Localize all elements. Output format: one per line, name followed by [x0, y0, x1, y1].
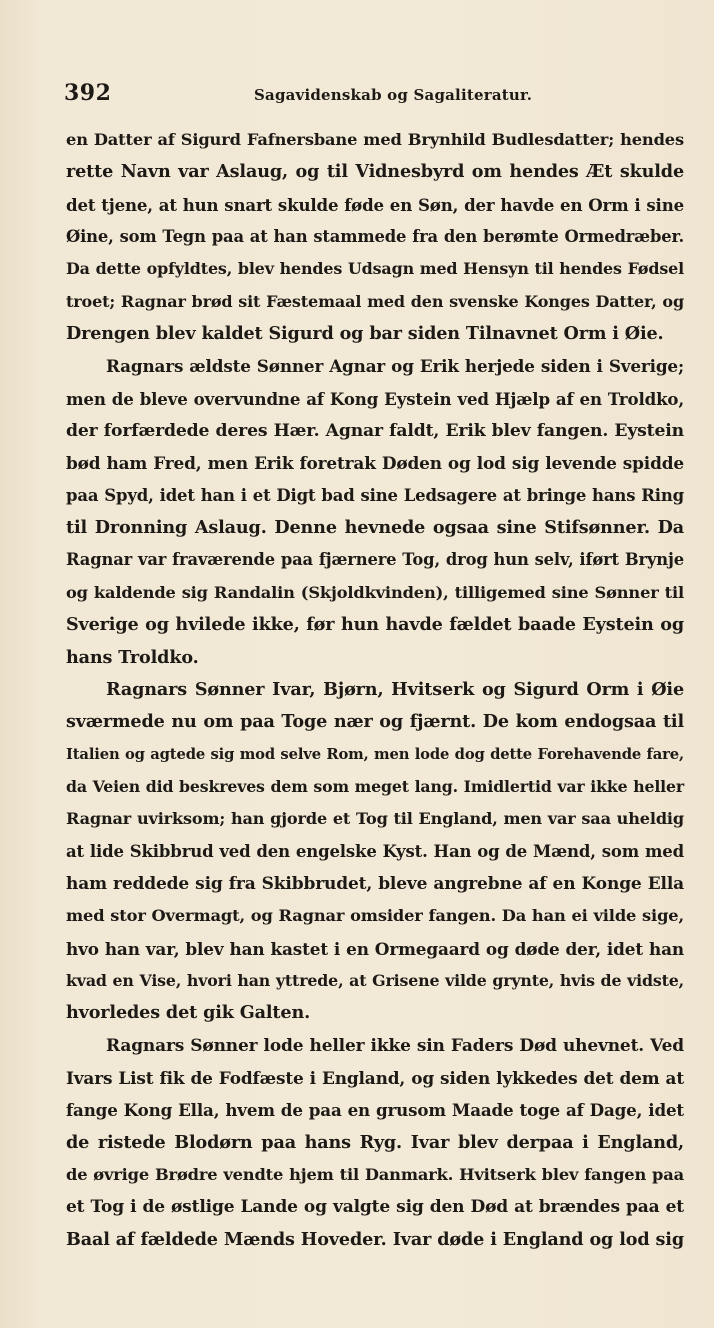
- text-line: sværmede nu om paa Toge nær og fjærnt. De kom endogsaa til: [66, 711, 684, 733]
- text-line: de ristede Blodørn paa hans Ryg. Ivar blev derpaa i England,: [66, 1131, 684, 1153]
- body-text: [66, 124, 684, 1256]
- text-line: Ragnar uvirksom; han gjorde et Tog til England, men var saa uheldig: [66, 809, 684, 829]
- text-line: Ragnar var fraværende paa fjærnere Tog, drog hun selv, iført Brynje: [66, 550, 684, 570]
- text-line: at lide Skibbrud ved den engelske Kyst. Han og de Mænd, som med: [66, 841, 684, 861]
- text-line: Italien og agtede sig mod selve Rom, men lode dog dette Forehavende fare,: [66, 745, 684, 763]
- text-line: en Datter af Sigurd Fafnersbane med Brynhild Budlesdatter; hendes: [66, 130, 684, 149]
- text-line: ham reddede sig fra Skibbrudet, bleve angrebne af en Konge Ella: [66, 873, 684, 894]
- text-line: der forfærdede deres Hær. Agnar faldt, Erik blev fangen. Eystein: [66, 421, 684, 442]
- text-line: bød ham Fred, men Erik foretrak Døden og lod sig levende spidde: [66, 453, 684, 474]
- text-line: de øvrige Brødre vendte hjem til Danmark. Hvitserk blev fangen paa: [66, 1165, 684, 1184]
- text-line: kvad en Vise, hvori han yttrede, at Grisene vilde grynte, hvis de vidste,: [66, 970, 684, 990]
- text-line: med stor Overmagt, og Ragnar omsider fangen. Da han ei vilde sige,: [66, 906, 684, 926]
- text-line: Ragnars Sønner lode heller ikke sin Faders Død uhevnet. Ved: [106, 1035, 684, 1056]
- text-line: paa Spyd, idet han i et Digt bad sine Ledsagere at bringe hans Ring: [66, 485, 684, 505]
- text-line: til Dronning Aslaug. Denne hevnede ogsaa sine Stifsønner. Da: [66, 517, 684, 539]
- text-line: Sverige og hvilede ikke, før hun havde fældet baade Eystein og: [66, 614, 684, 636]
- text-line: og kaldende sig Randalin (Skjoldkvinden), tilligemed sine Sønner til: [66, 582, 684, 602]
- text-line: et Tog i de østlige Lande og valgte sig den Død at brændes paa et: [66, 1197, 684, 1218]
- text-line: det tjene, at hun snart skulde føde en Søn, der havde en Orm i sine: [66, 194, 684, 215]
- text-line: Baal af fældede Mænds Hoveder. Ivar døde i England og lod sig: [66, 1228, 684, 1250]
- text-line: da Veien did beskreves dem som meget lang. Imidlertid var ikke heller: [66, 776, 684, 796]
- text-line: hvorledes det gik Galten.: [66, 1002, 311, 1024]
- text-line: men de bleve overvundne af Kong Eystein ved Hjælp af en Troldko,: [66, 388, 684, 409]
- page-number: 392: [64, 80, 112, 106]
- text-line: hvo han var, blev han kastet i en Ormegaard og døde der, idet han: [66, 938, 684, 959]
- text-line: hans Troldko.: [66, 646, 199, 668]
- text-line: Da dette opfyldtes, blev hendes Udsagn med Hensyn til hendes Fødsel: [66, 259, 684, 279]
- text-line: Ragnars ældste Sønner Agnar og Erik herjede siden i Sverige;: [106, 356, 684, 377]
- text-line: Ragnars Sønner Ivar, Bjørn, Hvitserk og Sigurd Orm i Øie: [106, 678, 684, 700]
- text-line: troet; Ragnar brød sit Fæstemaal med den svenske Konges Datter, og: [66, 291, 684, 311]
- text-line: Drengen blev kaldet Sigurd og bar siden Tilnavnet Orm i Øie.: [66, 323, 664, 345]
- text-line: rette Navn var Aslaug, og til Vidnesbyrd om hendes Æt skulde: [66, 161, 684, 183]
- running-head: Sagavidenskab og Sagaliteratur.: [254, 86, 533, 104]
- text-line: Øine, som Tegn paa at han stammede fra den berømte Ormedræber.: [66, 227, 684, 247]
- page-header: [64, 80, 684, 110]
- text-line: fange Kong Ella, hvem de paa en grusom Maade toge af Dage, idet: [66, 1100, 684, 1121]
- text-line: Ivars List fik de Fodfæste i England, og siden lykkedes det dem at: [66, 1067, 684, 1088]
